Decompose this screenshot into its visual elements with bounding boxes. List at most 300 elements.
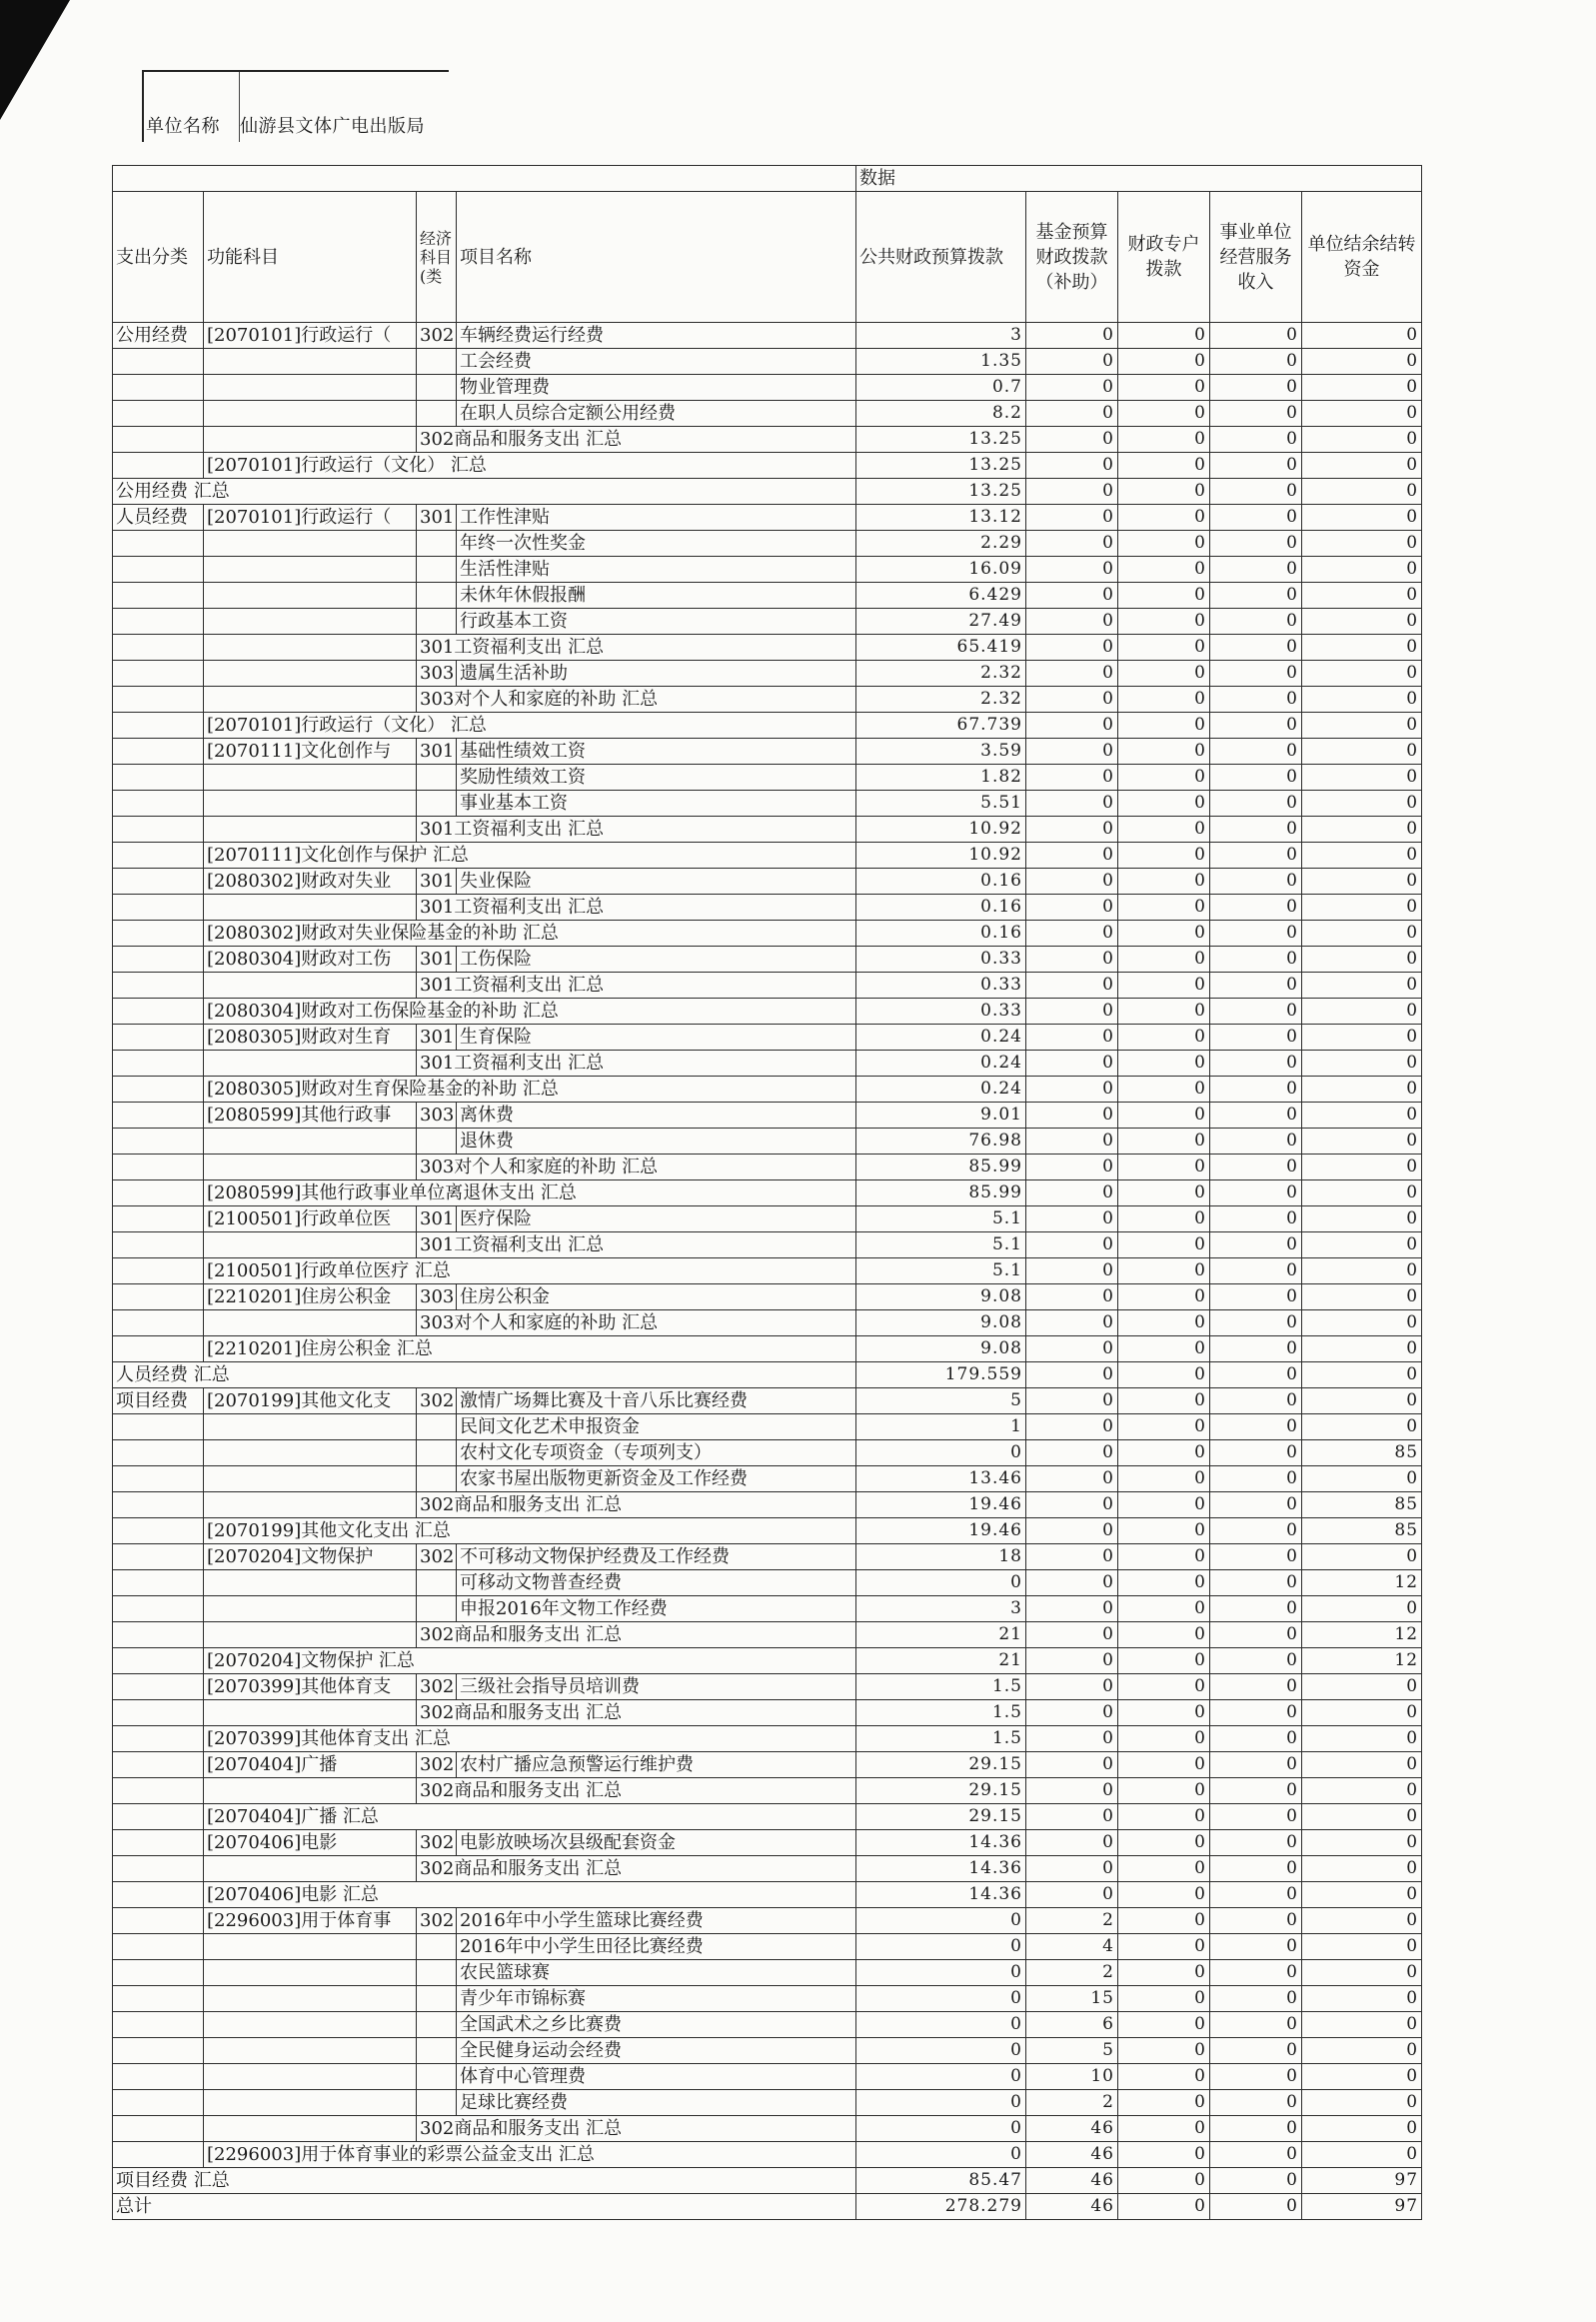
cell-function-subject <box>204 349 417 375</box>
table-row <box>113 1648 1422 1674</box>
cell-function-subject: [2100501]行政单位医疗 汇总 <box>204 1258 856 1284</box>
cell-economic-subject <box>417 609 457 635</box>
cell-special-account: 0 <box>1118 1103 1210 1129</box>
cell-fund-budget: 0 <box>1026 427 1118 453</box>
cell-public-finance: 1.5 <box>856 1674 1026 1700</box>
cell-business-income: 0 <box>1210 1518 1302 1544</box>
cell-economic-subject <box>417 1960 457 1986</box>
cell-economic-subject: 303对个人和家庭的补助 汇总 <box>417 687 856 713</box>
cell-carryover: 0 <box>1302 1180 1422 1206</box>
cell-special-account: 0 <box>1118 1310 1210 1336</box>
table-row <box>113 1856 1422 1882</box>
cell-expense-class: 项目经费 汇总 <box>113 2168 856 2194</box>
cell-economic-subject: 301工资福利支出 汇总 <box>417 1051 856 1077</box>
cell-function-subject <box>204 635 417 661</box>
cell-carryover: 12 <box>1302 1570 1422 1596</box>
cell-fund-budget: 0 <box>1026 1051 1118 1077</box>
cell-carryover: 0 <box>1302 1856 1422 1882</box>
cell-public-finance: 0.16 <box>856 869 1026 895</box>
cell-function-subject: [2080599]其他行政事业单位离退休支出 汇总 <box>204 1180 856 1206</box>
cell-business-income: 0 <box>1210 843 1302 869</box>
table-row <box>113 1700 1422 1726</box>
cell-fund-budget: 0 <box>1026 375 1118 401</box>
cell-project-name: 2016年中小学生篮球比赛经费 <box>457 1908 856 1934</box>
cell-carryover: 0 <box>1302 635 1422 661</box>
cell-fund-budget: 0 <box>1026 1700 1118 1726</box>
cell-special-account: 0 <box>1118 1752 1210 1778</box>
cell-economic-subject <box>417 349 457 375</box>
cell-carryover: 0 <box>1302 869 1422 895</box>
table-row <box>113 687 1422 713</box>
cell-public-finance: 6.429 <box>856 583 1026 609</box>
cell-function-subject: [2080302]财政对失业保险基金的补助 汇总 <box>204 921 856 947</box>
cell-function-subject <box>204 895 417 921</box>
cell-project-name: 年终一次性奖金 <box>457 531 856 557</box>
cell-business-income: 0 <box>1210 1258 1302 1284</box>
cell-special-account: 0 <box>1118 531 1210 557</box>
cell-function-subject: [2070204]文物保护 <box>204 1544 417 1570</box>
cell-fund-budget: 0 <box>1026 1362 1118 1388</box>
cell-fund-budget: 0 <box>1026 1440 1118 1466</box>
cell-fund-budget: 0 <box>1026 1648 1118 1674</box>
cell-economic-subject <box>417 401 457 427</box>
cell-public-finance: 3.59 <box>856 739 1026 765</box>
cell-special-account: 0 <box>1118 609 1210 635</box>
cell-business-income: 0 <box>1210 1622 1302 1648</box>
cell-fund-budget: 0 <box>1026 947 1118 973</box>
cell-expense-class: 项目经费 <box>113 1388 204 1414</box>
cell-function-subject <box>204 1051 417 1077</box>
table-row <box>113 1103 1422 1129</box>
cell-fund-budget: 15 <box>1026 1986 1118 2012</box>
cell-expense-class <box>113 1180 204 1206</box>
cell-public-finance: 14.36 <box>856 1830 1026 1856</box>
cell-function-subject: [2296003]用于体育事业的彩票公益金支出 汇总 <box>204 2142 856 2168</box>
cell-project-name: 体育中心管理费 <box>457 2064 856 2090</box>
cell-public-finance: 1.5 <box>856 1700 1026 1726</box>
cell-expense-class <box>113 1129 204 1155</box>
table-row <box>113 1362 1422 1388</box>
table-row <box>113 999 1422 1025</box>
cell-public-finance: 13.46 <box>856 1466 1026 1492</box>
cell-expense-class <box>113 557 204 583</box>
cell-carryover: 0 <box>1302 1129 1422 1155</box>
cell-special-account: 0 <box>1118 687 1210 713</box>
cell-business-income: 0 <box>1210 1077 1302 1103</box>
cell-expense-class <box>113 947 204 973</box>
cell-project-name: 农村广播应急预警运行维护费 <box>457 1752 856 1778</box>
cell-carryover: 0 <box>1302 1908 1422 1934</box>
cell-fund-budget: 0 <box>1026 1077 1118 1103</box>
cell-expense-class <box>113 1700 204 1726</box>
cell-carryover: 97 <box>1302 2168 1422 2194</box>
table-row <box>113 1077 1422 1103</box>
cell-public-finance: 0.16 <box>856 895 1026 921</box>
cell-special-account: 0 <box>1118 1934 1210 1960</box>
cell-business-income: 0 <box>1210 1362 1302 1388</box>
cell-public-finance: 3 <box>856 323 1026 349</box>
cell-special-account: 0 <box>1118 791 1210 817</box>
cell-carryover: 0 <box>1302 2064 1422 2090</box>
cell-project-name: 住房公积金 <box>457 1284 856 1310</box>
cell-expense-class <box>113 609 204 635</box>
cell-expense-class <box>113 2038 204 2064</box>
cell-special-account: 0 <box>1118 1129 1210 1155</box>
table-row <box>113 1180 1422 1206</box>
cell-carryover: 0 <box>1302 1986 1422 2012</box>
table-row <box>113 843 1422 869</box>
cell-carryover: 0 <box>1302 1051 1422 1077</box>
cell-economic-subject <box>417 1440 457 1466</box>
cell-public-finance: 0 <box>856 2116 1026 2142</box>
cell-fund-budget: 0 <box>1026 1856 1118 1882</box>
cell-expense-class <box>113 1856 204 1882</box>
table-row <box>113 635 1422 661</box>
cell-public-finance: 21 <box>856 1622 1026 1648</box>
cell-expense-class <box>113 1622 204 1648</box>
cell-business-income: 0 <box>1210 2116 1302 2142</box>
cell-economic-subject: 301工资福利支出 汇总 <box>417 817 856 843</box>
cell-business-income: 0 <box>1210 1284 1302 1310</box>
cell-fund-budget: 0 <box>1026 1180 1118 1206</box>
cell-carryover: 0 <box>1302 999 1422 1025</box>
cell-business-income: 0 <box>1210 1986 1302 2012</box>
cell-economic-subject: 302 <box>417 1830 457 1856</box>
cell-fund-budget: 6 <box>1026 2012 1118 2038</box>
cell-economic-subject: 302 <box>417 1544 457 1570</box>
cell-fund-budget: 0 <box>1026 1570 1118 1596</box>
cell-business-income: 0 <box>1210 687 1302 713</box>
cell-fund-budget: 0 <box>1026 1674 1118 1700</box>
cell-expense-class <box>113 817 204 843</box>
cell-special-account: 0 <box>1118 1362 1210 1388</box>
cell-economic-subject: 302 <box>417 323 457 349</box>
table-row <box>113 2116 1422 2142</box>
cell-project-name: 足球比赛经费 <box>457 2090 856 2116</box>
cell-public-finance: 1.35 <box>856 349 1026 375</box>
cell-business-income: 0 <box>1210 713 1302 739</box>
cell-function-subject <box>204 583 417 609</box>
table-row <box>113 739 1422 765</box>
scan-corner-shadow <box>0 0 70 120</box>
cell-fund-budget: 46 <box>1026 2142 1118 2168</box>
cell-business-income: 0 <box>1210 947 1302 973</box>
cell-public-finance: 5.51 <box>856 791 1026 817</box>
table-row <box>113 375 1422 401</box>
cell-business-income: 0 <box>1210 609 1302 635</box>
table-row <box>113 1882 1422 1908</box>
cell-public-finance: 29.15 <box>856 1778 1026 1804</box>
cell-business-income: 0 <box>1210 999 1302 1025</box>
cell-fund-budget: 0 <box>1026 713 1118 739</box>
cell-business-income: 0 <box>1210 1466 1302 1492</box>
table-row <box>113 765 1422 791</box>
cell-carryover: 0 <box>1302 1700 1422 1726</box>
cell-function-subject <box>204 1232 417 1258</box>
cell-economic-subject <box>417 2090 457 2116</box>
cell-business-income: 0 <box>1210 323 1302 349</box>
cell-function-subject <box>204 427 417 453</box>
table-row <box>113 895 1422 921</box>
cell-function-subject: [2070199]其他文化支 <box>204 1388 417 1414</box>
cell-economic-subject: 303对个人和家庭的补助 汇总 <box>417 1155 856 1180</box>
table-row <box>113 713 1422 739</box>
cell-fund-budget: 0 <box>1026 1544 1118 1570</box>
cell-business-income: 0 <box>1210 2194 1302 2220</box>
cell-business-income: 0 <box>1210 1596 1302 1622</box>
cell-special-account: 0 <box>1118 1232 1210 1258</box>
cell-carryover: 0 <box>1302 1830 1422 1856</box>
cell-economic-subject <box>417 791 457 817</box>
table-row <box>113 427 1422 453</box>
cell-carryover: 0 <box>1302 1778 1422 1804</box>
cell-special-account: 0 <box>1118 479 1210 505</box>
cell-expense-class <box>113 1336 204 1362</box>
table-row <box>113 1596 1422 1622</box>
cell-carryover: 0 <box>1302 427 1422 453</box>
table-row <box>113 1388 1422 1414</box>
cell-business-income: 0 <box>1210 1830 1302 1856</box>
cell-fund-budget: 0 <box>1026 817 1118 843</box>
cell-project-name: 奖励性绩效工资 <box>457 765 856 791</box>
cell-function-subject: [2070111]文化创作与保护 汇总 <box>204 843 856 869</box>
cell-project-name: 激情广场舞比赛及十音八乐比赛经费 <box>457 1388 856 1414</box>
cell-function-subject: [2080599]其他行政事 <box>204 1103 417 1129</box>
cell-project-name: 离休费 <box>457 1103 856 1129</box>
cell-function-subject <box>204 1310 417 1336</box>
cell-business-income: 0 <box>1210 1129 1302 1155</box>
table-row <box>113 2090 1422 2116</box>
cell-business-income: 0 <box>1210 1440 1302 1466</box>
cell-fund-budget: 0 <box>1026 1414 1118 1440</box>
cell-project-name: 车辆经费运行经费 <box>457 323 856 349</box>
cell-economic-subject: 301工资福利支出 汇总 <box>417 895 856 921</box>
header-special-account: 财政专户拨款 <box>1118 192 1210 323</box>
table-row <box>113 1310 1422 1336</box>
cell-special-account: 0 <box>1118 1284 1210 1310</box>
cell-project-name: 工会经费 <box>457 349 856 375</box>
cell-function-subject <box>204 1700 417 1726</box>
cell-project-name: 在职人员综合定额公用经费 <box>457 401 856 427</box>
cell-carryover: 0 <box>1302 973 1422 999</box>
cell-economic-subject: 302 <box>417 1674 457 1700</box>
cell-function-subject <box>204 1129 417 1155</box>
cell-fund-budget: 0 <box>1026 635 1118 661</box>
cell-project-name: 全国武术之乡比赛费 <box>457 2012 856 2038</box>
cell-economic-subject <box>417 2012 457 2038</box>
cell-expense-class <box>113 1882 204 1908</box>
cell-carryover: 0 <box>1302 375 1422 401</box>
cell-expense-class: 人员经费 <box>113 505 204 531</box>
cell-carryover: 0 <box>1302 2090 1422 2116</box>
cell-function-subject <box>204 609 417 635</box>
cell-special-account: 0 <box>1118 843 1210 869</box>
cell-special-account: 0 <box>1118 1206 1210 1232</box>
cell-project-name: 遗属生活补助 <box>457 661 856 687</box>
cell-economic-subject: 302商品和服务支出 汇总 <box>417 1492 856 1518</box>
cell-carryover: 0 <box>1302 1103 1422 1129</box>
cell-public-finance: 16.09 <box>856 557 1026 583</box>
cell-function-subject <box>204 2012 417 2038</box>
cell-special-account: 0 <box>1118 1674 1210 1700</box>
cell-project-name: 全民健身运动会经费 <box>457 2038 856 2064</box>
cell-public-finance: 0.24 <box>856 1051 1026 1077</box>
cell-business-income: 0 <box>1210 2168 1302 2194</box>
cell-carryover: 0 <box>1302 1388 1422 1414</box>
cell-project-name: 物业管理费 <box>457 375 856 401</box>
cell-project-name: 青少年市锦标赛 <box>457 1986 856 2012</box>
cell-function-subject: [2070111]文化创作与 <box>204 739 417 765</box>
cell-public-finance: 19.46 <box>856 1492 1026 1518</box>
cell-public-finance: 0.24 <box>856 1077 1026 1103</box>
table-row <box>113 1934 1422 1960</box>
cell-business-income: 0 <box>1210 2038 1302 2064</box>
cell-economic-subject: 303 <box>417 661 457 687</box>
cell-public-finance: 29.15 <box>856 1804 1026 1830</box>
cell-expense-class <box>113 791 204 817</box>
cell-expense-class <box>113 1025 204 1051</box>
cell-function-subject <box>204 2038 417 2064</box>
cell-special-account: 0 <box>1118 947 1210 973</box>
cell-fund-budget: 0 <box>1026 1622 1118 1648</box>
cell-special-account: 0 <box>1118 323 1210 349</box>
cell-fund-budget: 0 <box>1026 1232 1118 1258</box>
cell-function-subject: [2080305]财政对生育保险基金的补助 汇总 <box>204 1077 856 1103</box>
table-row <box>113 1206 1422 1232</box>
cell-project-name: 未休年休假报酬 <box>457 583 856 609</box>
cell-fund-budget: 0 <box>1026 1129 1118 1155</box>
cell-business-income: 0 <box>1210 1310 1302 1336</box>
cell-fund-budget: 46 <box>1026 2194 1118 2220</box>
cell-special-account: 0 <box>1118 1155 1210 1180</box>
cell-expense-class <box>113 1908 204 1934</box>
cell-public-finance: 5.1 <box>856 1232 1026 1258</box>
cell-business-income: 0 <box>1210 1492 1302 1518</box>
cell-expense-class <box>113 921 204 947</box>
cell-special-account: 0 <box>1118 1180 1210 1206</box>
cell-economic-subject: 303 <box>417 1284 457 1310</box>
cell-expense-class <box>113 1596 204 1622</box>
cell-fund-budget: 0 <box>1026 1804 1118 1830</box>
cell-carryover: 0 <box>1302 1674 1422 1700</box>
cell-public-finance: 0 <box>856 1570 1026 1596</box>
cell-special-account: 0 <box>1118 1622 1210 1648</box>
table-row <box>113 1129 1422 1155</box>
cell-carryover: 0 <box>1302 1258 1422 1284</box>
cell-public-finance: 0 <box>856 1440 1026 1466</box>
cell-fund-budget: 0 <box>1026 765 1118 791</box>
cell-expense-class <box>113 973 204 999</box>
cell-function-subject <box>204 1414 417 1440</box>
table-row <box>113 1440 1422 1466</box>
unit-label: 单位名称 <box>146 116 220 137</box>
table-row <box>113 1674 1422 1700</box>
cell-business-income: 0 <box>1210 1414 1302 1440</box>
cell-special-account: 0 <box>1118 1596 1210 1622</box>
cell-fund-budget: 0 <box>1026 1310 1118 1336</box>
cell-economic-subject: 303对个人和家庭的补助 汇总 <box>417 1310 856 1336</box>
cell-economic-subject <box>417 583 457 609</box>
cell-expense-class <box>113 1934 204 1960</box>
cell-carryover: 0 <box>1302 1466 1422 1492</box>
cell-fund-budget: 0 <box>1026 349 1118 375</box>
table-row <box>113 1752 1422 1778</box>
cell-function-subject <box>204 765 417 791</box>
table-row <box>113 1232 1422 1258</box>
cell-economic-subject: 301 <box>417 739 457 765</box>
cell-economic-subject <box>417 1596 457 1622</box>
cell-business-income: 0 <box>1210 895 1302 921</box>
cell-business-income: 0 <box>1210 1336 1302 1362</box>
cell-public-finance: 2.32 <box>856 687 1026 713</box>
cell-project-name: 生育保险 <box>457 1025 856 1051</box>
cell-carryover: 0 <box>1302 1726 1422 1752</box>
cell-fund-budget: 5 <box>1026 2038 1118 2064</box>
cell-business-income: 0 <box>1210 505 1302 531</box>
table-row <box>113 349 1422 375</box>
cell-economic-subject: 301 <box>417 1206 457 1232</box>
table-row <box>113 1622 1422 1648</box>
table-row <box>113 1258 1422 1284</box>
cell-expense-class <box>113 1544 204 1570</box>
cell-special-account: 0 <box>1118 2012 1210 2038</box>
cell-carryover: 0 <box>1302 1206 1422 1232</box>
cell-fund-budget: 0 <box>1026 843 1118 869</box>
cell-public-finance: 29.15 <box>856 1752 1026 1778</box>
table-row <box>113 1466 1422 1492</box>
header-carryover-funds: 单位结余结转资金 <box>1302 192 1422 323</box>
cell-public-finance: 10.92 <box>856 843 1026 869</box>
cell-public-finance: 0.33 <box>856 973 1026 999</box>
cell-special-account: 0 <box>1118 713 1210 739</box>
cell-expense-class <box>113 349 204 375</box>
cell-carryover: 0 <box>1302 2012 1422 2038</box>
cell-special-account: 0 <box>1118 2090 1210 2116</box>
cell-expense-class <box>113 1077 204 1103</box>
cell-expense-class <box>113 1206 204 1232</box>
cell-function-subject: [2070101]行政运行（ <box>204 323 417 349</box>
cell-business-income: 0 <box>1210 531 1302 557</box>
cell-function-subject <box>204 1960 417 1986</box>
cell-project-name: 医疗保险 <box>457 1206 856 1232</box>
cell-fund-budget: 0 <box>1026 1778 1118 1804</box>
header-fund-budget: 基金预算财政拨款（补助） <box>1026 192 1118 323</box>
cell-expense-class <box>113 1258 204 1284</box>
header-data-label: 数据 <box>856 166 1422 192</box>
cell-function-subject <box>204 1596 417 1622</box>
cell-project-name: 行政基本工资 <box>457 609 856 635</box>
cell-economic-subject <box>417 1986 457 2012</box>
cell-business-income: 0 <box>1210 1544 1302 1570</box>
cell-function-subject: [2080302]财政对失业 <box>204 869 417 895</box>
cell-fund-budget: 0 <box>1026 687 1118 713</box>
cell-special-account: 0 <box>1118 2168 1210 2194</box>
cell-economic-subject <box>417 2038 457 2064</box>
cell-carryover: 12 <box>1302 1648 1422 1674</box>
cell-function-subject <box>204 1466 417 1492</box>
table-row <box>113 531 1422 557</box>
cell-economic-subject: 302商品和服务支出 汇总 <box>417 1856 856 1882</box>
cell-special-account: 0 <box>1118 1778 1210 1804</box>
cell-fund-budget: 0 <box>1026 869 1118 895</box>
cell-special-account: 0 <box>1118 401 1210 427</box>
cell-business-income: 0 <box>1210 921 1302 947</box>
cell-economic-subject <box>417 1129 457 1155</box>
table-row <box>113 791 1422 817</box>
cell-carryover: 12 <box>1302 1622 1422 1648</box>
cell-expense-class <box>113 401 204 427</box>
cell-fund-budget: 0 <box>1026 1388 1118 1414</box>
